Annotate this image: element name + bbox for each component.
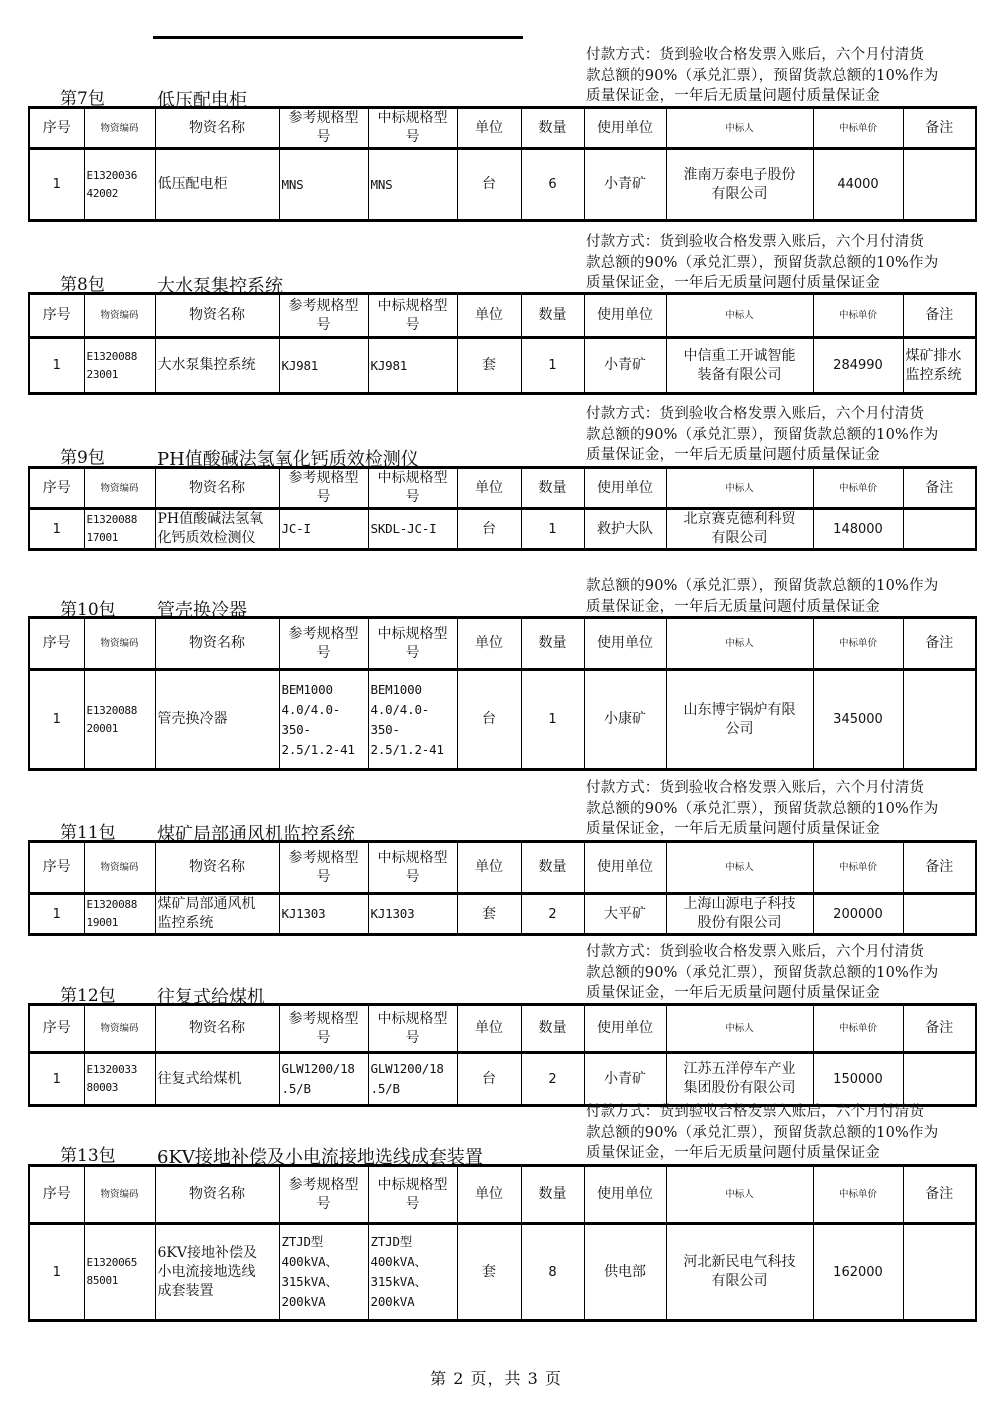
header-user-unit: 使用单位 [584,468,666,509]
payment-line: 款总额的90%（承兑汇票），预留货款总额的10%作为 [586,254,939,271]
header-code: 物资编码 [84,842,155,894]
cell-code: E1320088 19001 [84,894,155,935]
package-number: 第11包 [60,823,116,843]
header-code: 物资编码 [84,1166,155,1224]
cell-seq: 1 [29,1053,84,1106]
header-unit-price: 中标单价 [813,294,903,338]
header-unit: 单位 [457,294,521,338]
cell-bid-spec: GLW1200/18 .5/B [368,1053,457,1106]
cell-user-unit: 小青矿 [584,1053,666,1106]
cell-winner: 淮南万泰电子股份 有限公司 [666,149,813,221]
cell-qty: 2 [521,894,584,935]
package-title: 低压配电柜 [157,90,247,111]
header-remark: 备注 [903,618,976,670]
payment-terms [586,942,976,1004]
cell-remark [903,894,976,935]
payment-line: 付款方式：货到验收合格发票入账后，六个月付清货 [586,234,925,250]
header-remark: 备注 [903,1166,976,1224]
cell-unit: 台 [457,509,521,550]
header-unit-price: 中标单价 [813,618,903,670]
award-table [28,466,977,551]
cell-ref-spec: KJ981 [279,338,368,394]
header-name: 物资名称 [155,1005,279,1053]
cell-ref-spec: MNS [279,149,368,221]
header-unit: 单位 [457,1005,521,1053]
payment-line: 质量保证金，一年后无质量问题付质量保证金 [586,275,880,291]
header-bid-spec: 中标规格型 号 [368,108,457,149]
payment-line: 质量保证金，一年后无质量问题付质量保证金 [586,598,880,615]
award-table [28,1003,977,1107]
header-unit: 单位 [457,1166,521,1224]
header-seq: 序号 [29,468,84,509]
payment-line: 质量保证金，一年后无质量问题付质量保证金 [586,447,880,463]
header-code: 物资编码 [84,294,155,338]
header-seq: 序号 [29,108,84,149]
header-bid-spec: 中标规格型 号 [368,1166,457,1224]
table-row [29,670,976,770]
cell-qty: 1 [521,509,584,550]
header-name: 物资名称 [155,468,279,509]
header-row [29,468,976,509]
cell-name: 管壳换冷器 [155,670,279,770]
header-ref-spec: 参考规格型 号 [279,108,368,149]
package-title: 煤矿局部通风机监控系统 [157,824,355,845]
cell-user-unit: 小青矿 [584,338,666,394]
header-user-unit: 使用单位 [584,1166,666,1224]
header-unit-price: 中标单价 [813,468,903,509]
cell-unit: 台 [457,149,521,221]
header-seq: 序号 [29,1166,84,1224]
header-user-unit: 使用单位 [584,108,666,149]
cell-user-unit: 小青矿 [584,149,666,221]
cell-user-unit: 供电部 [584,1224,666,1321]
header-code: 物资编码 [84,1005,155,1053]
cell-name: PH值酸碱法氢氧 化钙质效检测仪 [155,509,279,550]
header-name: 物资名称 [155,618,279,670]
cell-seq: 1 [29,509,84,550]
header-unit-price: 中标单价 [813,108,903,149]
cell-unit-price: 148000 [813,509,903,550]
header-unit: 单位 [457,468,521,509]
header-winner: 中标人 [666,1005,813,1053]
header-winner: 中标人 [666,294,813,338]
package-title: PH值酸碱法氢氧化钙质效检测仪 [157,449,419,470]
cell-name: 大水泵集控系统 [155,338,279,394]
payment-line: 质量保证金，一年后无质量问题付质量保证金 [586,985,880,1001]
payment-line: 付款方式：货到验收合格发票入账后，六个月付清货 [586,780,925,796]
header-qty: 数量 [521,842,584,894]
payment-line: 款总额的90%（承兑汇票），预留货款总额的10%作为 [586,426,939,443]
header-row [29,842,976,894]
header-winner: 中标人 [666,108,813,149]
cell-bid-spec: KJ981 [368,338,457,394]
cell-unit-price: 150000 [813,1053,903,1106]
header-winner: 中标人 [666,1166,813,1224]
header-seq: 序号 [29,294,84,338]
top-rule [153,36,523,39]
cell-unit: 套 [457,1224,521,1321]
cell-code: E1320088 17001 [84,509,155,550]
payment-line: 款总额的90%（承兑汇票），预留货款总额的10%作为 [586,964,939,981]
cell-seq: 1 [29,149,84,221]
header-remark: 备注 [903,294,976,338]
header-name: 物资名称 [155,294,279,338]
header-code: 物资编码 [84,618,155,670]
cell-remark [903,149,976,221]
cell-unit: 套 [457,894,521,935]
cell-unit-price: 44000 [813,149,903,221]
header-name: 物资名称 [155,1166,279,1224]
table-row [29,1053,976,1106]
cell-remark: 煤矿排水 监控系统 [903,338,976,394]
package-number: 第10包 [60,600,116,620]
header-unit-price: 中标单价 [813,842,903,894]
cell-winner: 河北新民电气科技 有限公司 [666,1224,813,1321]
header-seq: 序号 [29,842,84,894]
package-number: 第12包 [60,986,116,1006]
payment-line: 质量保证金，一年后无质量问题付质量保证金 [586,88,880,104]
header-ref-spec: 参考规格型 号 [279,842,368,894]
header-unit: 单位 [457,618,521,670]
cell-bid-spec: SKDL-JC-I [368,509,457,550]
cell-winner: 江苏五洋停车产业 集团股份有限公司 [666,1053,813,1106]
payment-line: 付款方式：货到验收合格发票入账后，六个月付清货 [586,47,925,63]
header-qty: 数量 [521,294,584,338]
award-table [28,106,977,222]
header-row [29,1166,976,1224]
table-row [29,149,976,221]
header-user-unit: 使用单位 [584,1005,666,1053]
header-name: 物资名称 [155,108,279,149]
header-unit-price: 中标单价 [813,1005,903,1053]
cell-name: 煤矿局部通风机 监控系统 [155,894,279,935]
payment-line: 款总额的90%（承兑汇票），预留货款总额的10%作为 [586,578,939,594]
cell-winner: 山东博宇锅炉有限 公司 [666,670,813,770]
table-row [29,338,976,394]
header-qty: 数量 [521,1166,584,1224]
header-seq: 序号 [29,618,84,670]
cell-bid-spec: MNS [368,149,457,221]
header-code: 物资编码 [84,468,155,509]
cell-code: E1320036 42002 [84,149,155,221]
cell-remark [903,670,976,770]
payment-line: 款总额的90%（承兑汇票），预留货款总额的10%作为 [586,1124,939,1141]
payment-terms [586,232,976,294]
header-qty: 数量 [521,618,584,670]
cell-seq: 1 [29,1224,84,1321]
package-title: 6KV接地补偿及小电流接地选线成套装置 [157,1147,483,1168]
cell-unit-price: 345000 [813,670,903,770]
award-table [28,616,977,771]
payment-terms [586,778,976,840]
header-ref-spec: 参考规格型 号 [279,294,368,338]
header-user-unit: 使用单位 [584,618,666,670]
cell-user-unit: 救护大队 [584,509,666,550]
cell-ref-spec: GLW1200/18 .5/B [279,1053,368,1106]
header-remark: 备注 [903,468,976,509]
package-number: 第7包 [60,89,105,109]
header-row [29,618,976,670]
cell-user-unit: 小康矿 [584,670,666,770]
header-ref-spec: 参考规格型 号 [279,618,368,670]
header-winner: 中标人 [666,618,813,670]
header-user-unit: 使用单位 [584,842,666,894]
header-winner: 中标人 [666,842,813,894]
award-table [28,1164,977,1322]
payment-terms [586,45,976,107]
page-footer: 第 2 页，共 3 页 [430,1369,562,1388]
header-name: 物资名称 [155,842,279,894]
cell-qty: 6 [521,149,584,221]
package-title: 往复式给煤机 [157,987,265,1008]
cell-ref-spec: JC-I [279,509,368,550]
header-qty: 数量 [521,108,584,149]
header-row [29,108,976,149]
payment-line: 质量保证金，一年后无质量问题付质量保证金 [586,1145,880,1161]
cell-unit: 台 [457,1053,521,1106]
cell-winner: 上海山源电子科技 股份有限公司 [666,894,813,935]
cell-unit-price: 200000 [813,894,903,935]
cell-seq: 1 [29,338,84,394]
cell-remark [903,1224,976,1321]
cell-name: 6KV接地补偿及 小电流接地选线 成套装置 [155,1224,279,1321]
header-unit: 单位 [457,108,521,149]
cell-name: 往复式给煤机 [155,1053,279,1106]
award-table [28,840,977,936]
package-number: 第9包 [60,448,105,468]
cell-remark [903,509,976,550]
payment-line: 付款方式：货到验收合格发票入账后，六个月付清货 [586,944,925,960]
header-seq: 序号 [29,1005,84,1053]
header-bid-spec: 中标规格型 号 [368,842,457,894]
header-bid-spec: 中标规格型 号 [368,294,457,338]
header-row [29,1005,976,1053]
cell-ref-spec: ZTJD型 400kVA、 315kVA、 200kVA [279,1224,368,1321]
payment-line: 付款方式：货到验收合格发票入账后，六个月付清货 [586,406,925,422]
header-user-unit: 使用单位 [584,294,666,338]
cell-bid-spec: ZTJD型 400kVA、 315kVA、 200kVA [368,1224,457,1321]
cell-user-unit: 大平矿 [584,894,666,935]
cell-bid-spec: BEM1000 4.0/4.0- 350- 2.5/1.2-41 [368,670,457,770]
cell-ref-spec: KJ1303 [279,894,368,935]
cell-remark [903,1053,976,1106]
cell-name: 低压配电柜 [155,149,279,221]
payment-line: 付款方式：货到验收合格发票入账后，六个月付清货 [586,1104,925,1120]
header-remark: 备注 [903,1005,976,1053]
payment-line: 款总额的90%（承兑汇票），预留货款总额的10%作为 [586,800,939,817]
header-ref-spec: 参考规格型 号 [279,468,368,509]
cell-winner: 中信重工开诚智能 装备有限公司 [666,338,813,394]
header-row [29,294,976,338]
cell-unit: 台 [457,670,521,770]
header-unit: 单位 [457,842,521,894]
cell-qty: 1 [521,338,584,394]
cell-unit-price: 284990 [813,338,903,394]
header-ref-spec: 参考规格型 号 [279,1166,368,1224]
package-number: 第8包 [60,275,105,295]
award-table [28,292,977,395]
cell-unit: 套 [457,338,521,394]
cell-bid-spec: KJ1303 [368,894,457,935]
payment-line: 质量保证金，一年后无质量问题付质量保证金 [586,821,880,837]
cell-code: E1320033 80003 [84,1053,155,1106]
cell-ref-spec: BEM1000 4.0/4.0- 350- 2.5/1.2-41 [279,670,368,770]
header-ref-spec: 参考规格型 号 [279,1005,368,1053]
payment-terms [586,404,976,466]
cell-code: E1320065 85001 [84,1224,155,1321]
header-unit-price: 中标单价 [813,1166,903,1224]
header-winner: 中标人 [666,468,813,509]
payment-line: 款总额的90%（承兑汇票），预留货款总额的10%作为 [586,67,939,84]
header-remark: 备注 [903,108,976,149]
package-title: 管壳换冷器 [157,600,247,621]
cell-qty: 2 [521,1053,584,1106]
package-number: 第13包 [60,1146,116,1166]
cell-code: E1320088 20001 [84,670,155,770]
header-code: 物资编码 [84,108,155,149]
header-bid-spec: 中标规格型 号 [368,618,457,670]
header-qty: 数量 [521,1005,584,1053]
header-bid-spec: 中标规格型 号 [368,468,457,509]
cell-qty: 8 [521,1224,584,1321]
header-qty: 数量 [521,468,584,509]
payment-terms [586,576,976,617]
table-row [29,509,976,550]
cell-qty: 1 [521,670,584,770]
cell-winner: 北京赛克德利科贸 有限公司 [666,509,813,550]
payment-terms [586,1102,976,1164]
header-remark: 备注 [903,842,976,894]
table-row [29,1224,976,1321]
cell-code: E1320088 23001 [84,338,155,394]
cell-seq: 1 [29,670,84,770]
package-title: 大水泵集控系统 [157,276,283,297]
cell-seq: 1 [29,894,84,935]
cell-unit-price: 162000 [813,1224,903,1321]
header-bid-spec: 中标规格型 号 [368,1005,457,1053]
table-row [29,894,976,935]
